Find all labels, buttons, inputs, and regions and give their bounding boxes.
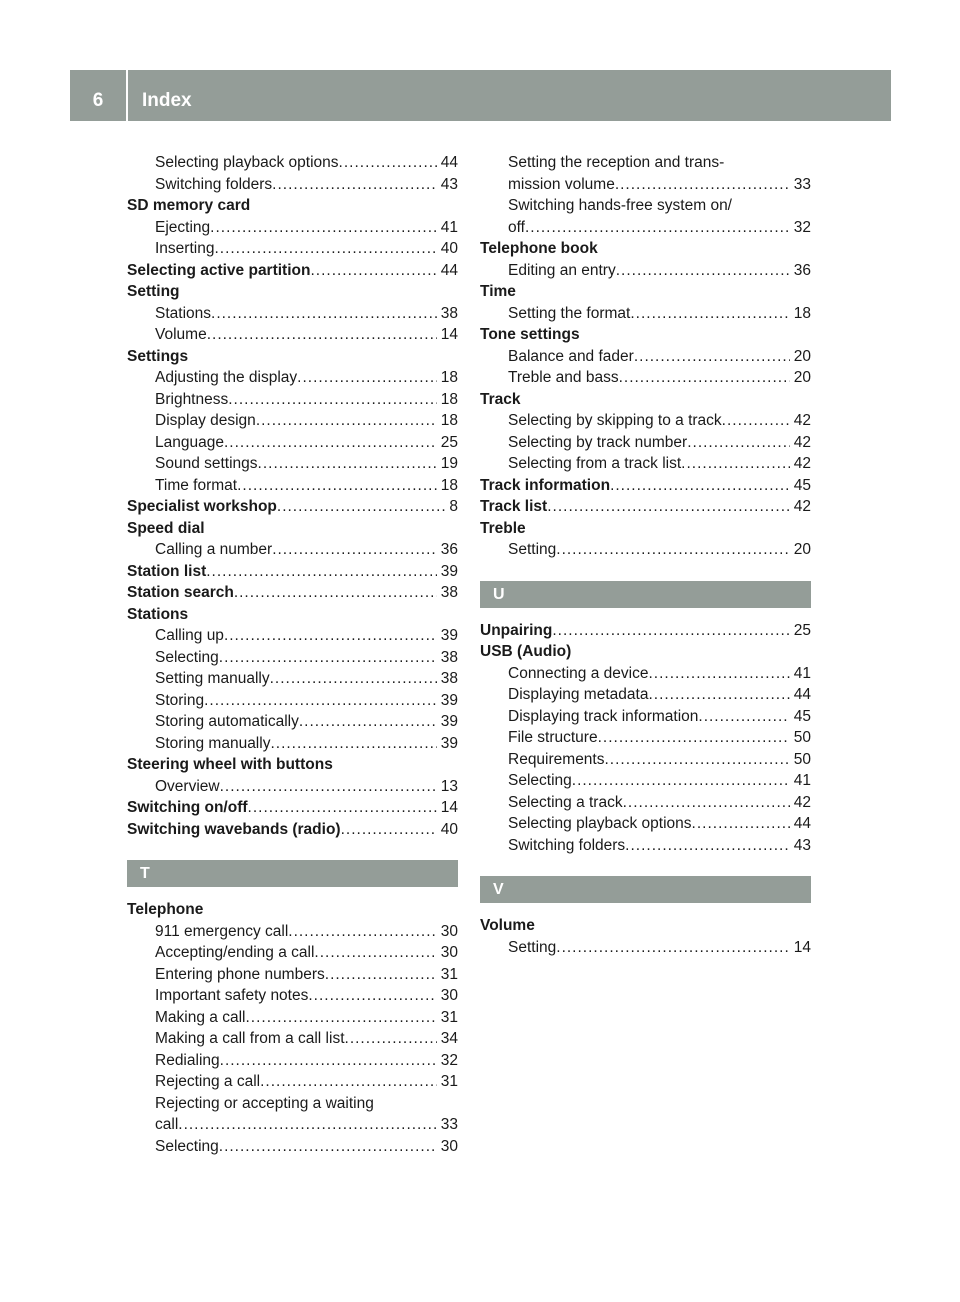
dot-leader bbox=[556, 937, 789, 959]
dot-leader bbox=[598, 727, 790, 749]
page-ref: 25 bbox=[440, 433, 458, 451]
entry-text: Sound settings bbox=[155, 455, 258, 472]
index-subentry[interactable] bbox=[480, 367, 811, 389]
entry-text: Stations bbox=[155, 304, 212, 322]
index-subentry[interactable] bbox=[480, 303, 811, 325]
index-subentry[interactable] bbox=[480, 174, 811, 196]
index-heading: USB (Audio) bbox=[480, 643, 572, 660]
dot-leader bbox=[210, 217, 437, 239]
index-subentry[interactable] bbox=[480, 663, 811, 685]
page-ref: 36 bbox=[793, 261, 811, 279]
entry-text: Setting bbox=[508, 541, 557, 558]
header-divider bbox=[126, 70, 128, 121]
entry-text: Station search bbox=[127, 584, 234, 601]
index-subentry[interactable] bbox=[127, 668, 458, 690]
entry-text: Making a call from a call list bbox=[155, 1030, 345, 1047]
page-ref: 39 bbox=[440, 627, 458, 644]
entry-text: Display design bbox=[155, 412, 256, 429]
entry-text: Treble and bass bbox=[508, 369, 619, 386]
entry-text: Inserting bbox=[155, 240, 215, 257]
index-subentry[interactable] bbox=[480, 410, 811, 432]
index-subentry[interactable] bbox=[127, 647, 458, 669]
page-ref: 18 bbox=[440, 412, 458, 429]
dot-leader bbox=[605, 749, 790, 771]
page-ref: 20 bbox=[793, 347, 811, 365]
page-ref: 32 bbox=[793, 218, 811, 236]
dot-leader bbox=[552, 620, 789, 642]
entry-text: Station list bbox=[127, 562, 207, 580]
page-ref: 30 bbox=[440, 1137, 458, 1155]
entry-text: Specialist workshop bbox=[127, 498, 277, 515]
entry-text: Adjusting the display bbox=[155, 369, 298, 386]
index-heading: Volume bbox=[480, 917, 535, 934]
entry-text: Entering phone numbers bbox=[155, 965, 325, 983]
entry-text: Volume bbox=[155, 326, 207, 343]
index-subentry[interactable] bbox=[127, 152, 458, 174]
dot-leader bbox=[277, 496, 445, 518]
entry-text: Selecting from a track list bbox=[508, 455, 682, 472]
index-subentry[interactable] bbox=[127, 174, 458, 196]
index-subentry[interactable] bbox=[480, 727, 811, 749]
index-heading: SD memory card bbox=[127, 197, 251, 214]
page-ref: 20 bbox=[793, 541, 811, 558]
page-ref: 18 bbox=[440, 476, 458, 494]
page-ref: 42 bbox=[793, 498, 811, 515]
entry-text: Storing automatically bbox=[155, 713, 299, 730]
entry-text: 911 emergency call bbox=[155, 922, 289, 940]
index-column-right bbox=[480, 152, 811, 958]
entry-text: Connecting a device bbox=[508, 664, 649, 682]
index-subentry[interactable] bbox=[127, 324, 458, 346]
dot-leader bbox=[325, 964, 437, 986]
index-heading: Track bbox=[480, 390, 521, 408]
dot-leader bbox=[556, 539, 789, 561]
page-ref: 8 bbox=[449, 498, 458, 515]
page-ref: 39 bbox=[440, 691, 458, 709]
entry-text: call bbox=[155, 1116, 179, 1133]
dot-leader bbox=[619, 367, 790, 389]
index-subentry[interactable] bbox=[127, 475, 458, 497]
index-subentry-line bbox=[480, 195, 811, 217]
entry-text: File structure bbox=[508, 729, 598, 746]
page-title: Index bbox=[142, 90, 192, 111]
page-ref: 38 bbox=[440, 304, 458, 322]
dot-leader bbox=[687, 432, 790, 454]
dot-leader bbox=[692, 813, 790, 835]
page-ref: 42 bbox=[793, 793, 811, 811]
page-ref: 38 bbox=[440, 584, 458, 601]
index-subentry[interactable] bbox=[480, 792, 811, 814]
page-ref: 14 bbox=[440, 326, 458, 343]
entry-text: Selecting a track bbox=[508, 793, 623, 811]
entry-text: Displaying track information bbox=[508, 707, 699, 725]
dot-leader bbox=[260, 1071, 437, 1093]
index-subentry[interactable] bbox=[480, 937, 811, 959]
index-subentry[interactable] bbox=[480, 260, 811, 282]
dot-leader bbox=[219, 1136, 437, 1158]
index-subentry[interactable] bbox=[127, 942, 458, 964]
entry-text: Displaying metadata bbox=[508, 686, 649, 703]
dot-leader bbox=[220, 1050, 437, 1072]
entry-text: Switching on/off bbox=[127, 799, 248, 816]
index-subentry[interactable] bbox=[127, 711, 458, 733]
entry-text: Redialing bbox=[155, 1051, 220, 1069]
index-column-left bbox=[127, 152, 458, 1157]
index-subentry[interactable] bbox=[127, 1136, 458, 1158]
dot-leader bbox=[288, 921, 436, 943]
index-subentry[interactable] bbox=[480, 432, 811, 454]
page-ref: 50 bbox=[793, 729, 811, 746]
index-subentry[interactable] bbox=[127, 389, 458, 411]
entry-text: Setting manually bbox=[155, 670, 270, 687]
page-ref: 18 bbox=[440, 369, 458, 386]
dot-leader bbox=[648, 684, 789, 706]
dot-leader bbox=[525, 217, 790, 239]
entry-text: Important safety notes bbox=[155, 987, 309, 1004]
page-ref: 39 bbox=[440, 562, 458, 580]
entry-text: Calling up bbox=[155, 627, 224, 644]
index-subentry[interactable] bbox=[480, 770, 811, 792]
page-ref: 42 bbox=[793, 433, 811, 451]
page-ref: 38 bbox=[440, 648, 458, 666]
page-number: 6 bbox=[92, 90, 104, 111]
dot-leader bbox=[220, 776, 437, 798]
dot-leader bbox=[258, 453, 437, 475]
page-ref: 43 bbox=[440, 175, 458, 193]
dot-leader bbox=[634, 346, 790, 368]
entry-text: Storing manually bbox=[155, 734, 271, 752]
index-subentry[interactable] bbox=[480, 749, 811, 771]
dot-leader bbox=[234, 582, 437, 604]
index-heading: Steering wheel with buttons bbox=[127, 756, 333, 773]
page-ref: 41 bbox=[440, 218, 458, 236]
page-ref: 25 bbox=[793, 621, 811, 639]
section-letter: U bbox=[480, 581, 811, 608]
dot-leader bbox=[211, 303, 437, 325]
index-entry[interactable] bbox=[480, 620, 811, 642]
index-subentry[interactable] bbox=[127, 217, 458, 239]
entry-text: Calling a number bbox=[155, 541, 273, 558]
entry-text: Balance and fader bbox=[508, 347, 634, 365]
index-subentry[interactable] bbox=[127, 1114, 458, 1136]
index-entry[interactable] bbox=[127, 260, 458, 282]
index-entry[interactable] bbox=[480, 475, 811, 497]
index-subentry[interactable] bbox=[127, 303, 458, 325]
page-ref: 14 bbox=[793, 938, 811, 956]
dot-leader bbox=[272, 539, 437, 561]
index-subentry[interactable] bbox=[480, 684, 811, 706]
index-subentry[interactable] bbox=[127, 964, 458, 986]
entry-text: Selecting playback options bbox=[508, 815, 692, 832]
page-ref: 31 bbox=[440, 965, 458, 983]
index-heading: Telephone book bbox=[480, 240, 598, 257]
section-letter: T bbox=[127, 860, 458, 887]
entry-text: Making a call bbox=[155, 1008, 246, 1026]
index-heading: Time bbox=[480, 283, 516, 300]
page-ref: 18 bbox=[440, 390, 458, 408]
entry-text: Selecting bbox=[155, 1137, 219, 1155]
page-ref: 44 bbox=[793, 686, 811, 703]
entry-text: Time format bbox=[155, 476, 238, 494]
entry-text: Selecting active partition bbox=[127, 261, 311, 279]
page-ref: 38 bbox=[440, 670, 458, 687]
section-letter: V bbox=[480, 876, 811, 903]
index-subentry[interactable] bbox=[480, 813, 811, 835]
dot-leader bbox=[224, 625, 437, 647]
index-subentry[interactable] bbox=[127, 625, 458, 647]
dot-leader bbox=[297, 367, 437, 389]
dot-leader bbox=[623, 792, 790, 814]
index-entry[interactable] bbox=[480, 496, 811, 518]
dot-leader bbox=[310, 260, 436, 282]
index-entry[interactable] bbox=[127, 819, 458, 841]
page-ref: 31 bbox=[440, 1008, 458, 1026]
dot-leader bbox=[630, 303, 789, 325]
page-ref: 50 bbox=[793, 750, 811, 768]
page-ref: 39 bbox=[440, 713, 458, 730]
dot-leader bbox=[256, 410, 437, 432]
dot-leader bbox=[616, 260, 790, 282]
dot-leader bbox=[339, 152, 437, 174]
index-entry[interactable] bbox=[127, 797, 458, 819]
page-ref: 31 bbox=[440, 1073, 458, 1090]
page-ref: 42 bbox=[793, 412, 811, 429]
page-ref: 30 bbox=[440, 944, 458, 961]
page-ref: 36 bbox=[440, 541, 458, 558]
page-ref: 40 bbox=[440, 240, 458, 257]
index-subentry[interactable] bbox=[480, 539, 811, 561]
index-subentry-line bbox=[480, 152, 811, 174]
page-ref: 42 bbox=[793, 455, 811, 472]
page-ref: 45 bbox=[793, 707, 811, 725]
page-ref: 30 bbox=[440, 922, 458, 940]
entry-text: Unpairing bbox=[480, 621, 553, 639]
index-entry[interactable] bbox=[127, 561, 458, 583]
index-subentry[interactable] bbox=[127, 1007, 458, 1029]
index-heading: Settings bbox=[127, 347, 189, 365]
page-ref: 39 bbox=[440, 734, 458, 752]
index-subentry[interactable] bbox=[480, 346, 811, 368]
index-subentry[interactable] bbox=[127, 1071, 458, 1093]
entry-text: Selecting by track number bbox=[508, 433, 688, 451]
entry-text: Track information bbox=[480, 476, 611, 494]
entry-text: Setting the format bbox=[508, 304, 631, 322]
page-ref: 13 bbox=[440, 777, 458, 795]
page-ref: 44 bbox=[440, 261, 458, 279]
entry-text: mission volume bbox=[508, 175, 615, 193]
index-heading: Stations bbox=[127, 605, 189, 623]
page-ref: 41 bbox=[793, 772, 811, 789]
page-ref: 44 bbox=[793, 815, 811, 832]
dot-leader bbox=[341, 819, 437, 841]
dot-leader bbox=[214, 238, 436, 260]
entry-text: Editing an entry bbox=[508, 261, 616, 279]
index-subentry[interactable] bbox=[127, 921, 458, 943]
dot-leader bbox=[314, 942, 436, 964]
page-ref: 41 bbox=[793, 664, 811, 682]
dot-leader bbox=[722, 410, 790, 432]
index-subentry[interactable] bbox=[127, 1050, 458, 1072]
dot-leader bbox=[547, 496, 790, 518]
dot-leader bbox=[272, 174, 437, 196]
dot-leader bbox=[625, 835, 790, 857]
dot-leader bbox=[228, 389, 437, 411]
page-ref: 44 bbox=[440, 154, 458, 171]
entry-text: Switching wavebands (radio) bbox=[127, 820, 341, 838]
dot-leader bbox=[345, 1028, 437, 1050]
dot-leader bbox=[308, 985, 436, 1007]
entry-text: Track list bbox=[480, 498, 548, 515]
entry-text: Selecting playback options bbox=[155, 154, 339, 171]
dot-leader bbox=[615, 174, 790, 196]
index-subentry[interactable] bbox=[127, 1028, 458, 1050]
dot-leader bbox=[270, 668, 437, 690]
entry-text: Brightness bbox=[155, 390, 229, 408]
index-subentry[interactable] bbox=[480, 835, 811, 857]
entry-text: Setting bbox=[508, 938, 557, 956]
entry-text: Rejecting or accepting a waiting bbox=[155, 1094, 374, 1112]
entry-text: Switching folders bbox=[508, 836, 626, 854]
dot-leader bbox=[245, 1007, 436, 1029]
dot-leader bbox=[681, 453, 790, 475]
dot-leader bbox=[248, 797, 437, 819]
dot-leader bbox=[207, 324, 437, 346]
index-subentry[interactable] bbox=[480, 453, 811, 475]
entry-text: Requirements bbox=[508, 750, 605, 768]
dot-leader bbox=[204, 690, 437, 712]
index-subentry[interactable] bbox=[127, 539, 458, 561]
page-header bbox=[70, 70, 891, 121]
page-ref: 32 bbox=[440, 1051, 458, 1069]
entry-text: Switching folders bbox=[155, 175, 273, 193]
dot-leader bbox=[610, 475, 790, 497]
page-ref: 40 bbox=[440, 820, 458, 838]
index-subentry[interactable] bbox=[480, 217, 811, 239]
dot-leader bbox=[572, 770, 790, 792]
dot-leader bbox=[299, 711, 437, 733]
index-subentry[interactable] bbox=[127, 985, 458, 1007]
entry-text: off bbox=[508, 218, 525, 236]
dot-leader bbox=[648, 663, 789, 685]
entry-text: Setting the reception and trans- bbox=[508, 154, 725, 171]
index-subentry[interactable] bbox=[127, 432, 458, 454]
entry-text: Storing bbox=[155, 691, 205, 709]
dot-leader bbox=[237, 475, 437, 497]
entry-text: Overview bbox=[155, 777, 220, 795]
page-ref: 33 bbox=[440, 1116, 458, 1133]
entry-text: Switching hands-free system on/ bbox=[508, 197, 732, 214]
page-ref: 43 bbox=[793, 836, 811, 854]
page-ref: 19 bbox=[440, 455, 458, 472]
index-subentry[interactable] bbox=[127, 238, 458, 260]
page-ref: 45 bbox=[793, 476, 811, 494]
entry-text: Rejecting a call bbox=[155, 1073, 261, 1090]
page-ref: 18 bbox=[793, 304, 811, 322]
index-subentry[interactable] bbox=[127, 367, 458, 389]
page-ref: 30 bbox=[440, 987, 458, 1004]
entry-text: Language bbox=[155, 433, 224, 451]
index-subentry-line bbox=[127, 1093, 458, 1115]
entry-text: Selecting bbox=[508, 772, 572, 789]
index-subentry[interactable] bbox=[480, 706, 811, 728]
entry-text: Selecting bbox=[155, 648, 219, 666]
entry-text: Ejecting bbox=[155, 218, 211, 236]
index-subentry[interactable] bbox=[127, 733, 458, 755]
index-heading: Tone settings bbox=[480, 326, 580, 343]
index-heading: Telephone bbox=[127, 901, 204, 918]
index-heading: Setting bbox=[127, 283, 180, 300]
page-ref: 33 bbox=[793, 175, 811, 193]
index-subentry[interactable] bbox=[127, 410, 458, 432]
entry-text: Selecting by skipping to a track bbox=[508, 412, 722, 429]
dot-leader bbox=[219, 647, 437, 669]
index-subentry[interactable] bbox=[127, 453, 458, 475]
index-subentry[interactable] bbox=[127, 776, 458, 798]
dot-leader bbox=[178, 1114, 436, 1136]
dot-leader bbox=[698, 706, 789, 728]
dot-leader bbox=[270, 733, 436, 755]
dot-leader bbox=[224, 432, 437, 454]
index-heading: Speed dial bbox=[127, 519, 205, 537]
page-ref: 34 bbox=[440, 1030, 458, 1047]
index-entry[interactable] bbox=[127, 496, 458, 518]
index-subentry[interactable] bbox=[127, 690, 458, 712]
index-heading: Treble bbox=[480, 519, 526, 537]
index-entry[interactable] bbox=[127, 582, 458, 604]
dot-leader bbox=[206, 561, 437, 583]
page-ref: 14 bbox=[440, 799, 458, 816]
page-ref: 20 bbox=[793, 369, 811, 386]
entry-text: Accepting/ending a call bbox=[155, 944, 315, 961]
